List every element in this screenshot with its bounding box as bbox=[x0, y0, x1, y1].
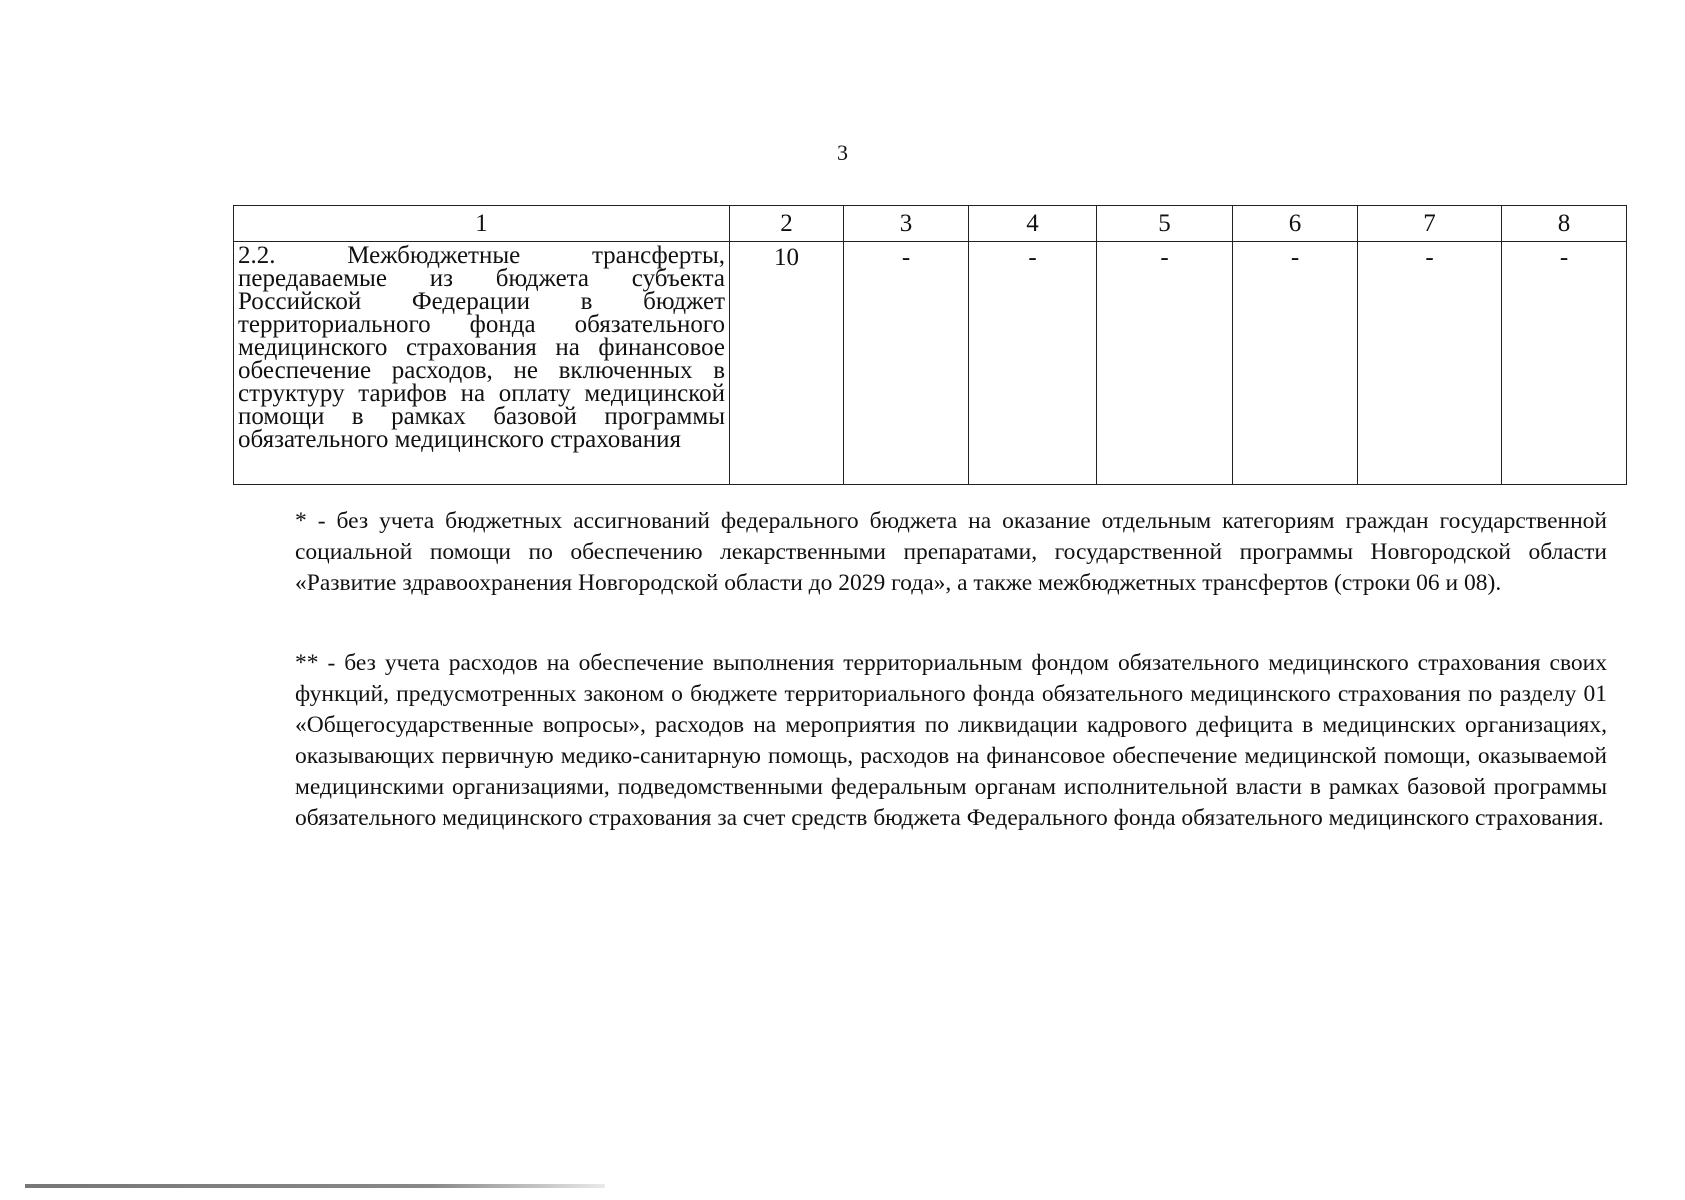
column-header: 2 bbox=[730, 206, 844, 242]
scan-edge-line bbox=[25, 1184, 605, 1188]
footnote-single-asterisk: * - без учета бюджетных ассигнований федерального бюджета на оказание отдельным категориям граждан государственной социальной помощи по обеспечению лекарственными препаратами, государственной программы Новгородской области «Развитие здравоохранения Новгородской области до 2029 года», а также межбюджетных трансфертов (строки 06 и 08). bbox=[295, 508, 1607, 596]
table-cell: - bbox=[1233, 242, 1358, 485]
table-cell: - bbox=[844, 242, 969, 485]
column-header: 7 bbox=[1358, 206, 1502, 242]
table-cell: 10 bbox=[730, 242, 844, 485]
table-cell: - bbox=[1097, 242, 1233, 485]
column-header: 6 bbox=[1233, 206, 1358, 242]
column-header: 5 bbox=[1097, 206, 1233, 242]
budget-table bbox=[233, 205, 1627, 485]
footnote-double-asterisk: ** - без учета расходов на обеспечение выполнения территориальным фондом обязательного медицинского страхования своих функций, предусмотренных законом о бюджете территориального фонда обязательного медицинского страхования по разделу 01 «Общегосударственные вопросы», расходов на мероприятия по ликвидации кадрового дефицита в медицинских организациях, оказывающих первичную медико-санитарную помощь, расходов на финансовое обеспечение медицинской помощи, оказываемой медицинскими организациями, подведомственными федеральным органам исполнительной власти в рамках базовой программы обязательного медицинского страхования за счет средств бюджета Федерального фонда обязательного медицинского страхования. bbox=[295, 650, 1607, 831]
page-number: 3 bbox=[837, 140, 848, 165]
table-row bbox=[234, 242, 1627, 485]
table-cell: - bbox=[969, 242, 1097, 485]
table-header-row bbox=[234, 206, 1627, 242]
column-header: 4 bbox=[969, 206, 1097, 242]
table-cell: - bbox=[1502, 242, 1627, 485]
column-header: 8 bbox=[1502, 206, 1627, 242]
row-description: 2.2. Межбюджетные трансферты, передаваемые из бюджета субъекта Российской Федерации в бюджет территориального фонда обязательного медицинского страхования на финансовое обеспечение расходов, не включенных в структуру тарифов на оплату медицинской помощи в рамках базовой программы обязательного медицинского страхования bbox=[234, 242, 730, 485]
table-cell: - bbox=[1358, 242, 1502, 485]
column-header: 1 bbox=[234, 206, 730, 242]
column-header: 3 bbox=[844, 206, 969, 242]
